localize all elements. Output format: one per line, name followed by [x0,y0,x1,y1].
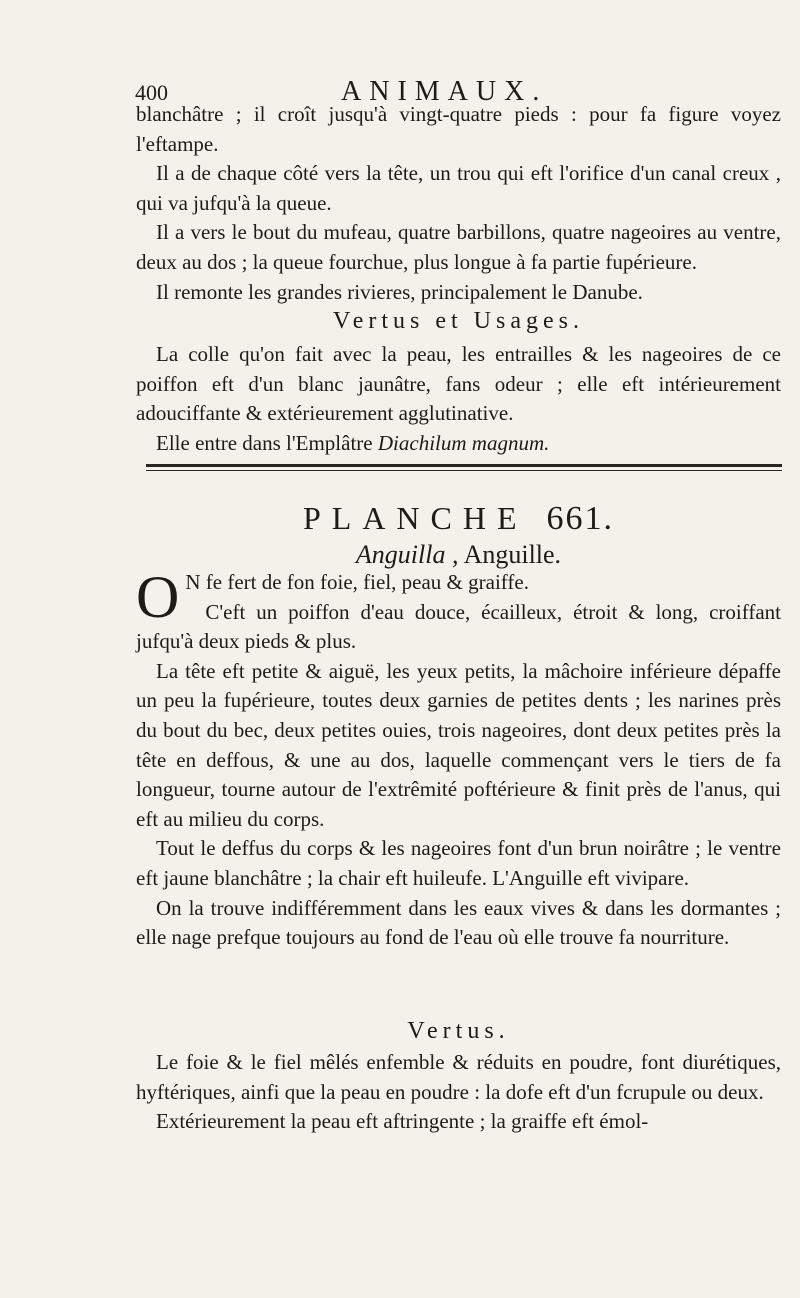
paragraph: La colle qu'on fait avec la peau, les entrailles & les nageoires de ce poiffon eft d'un blanc jaunâtre, fans odeur ; elle eft intérieurement adouciffante & extérieurement agglutinative. [136,342,781,426]
section-vertus-usages [136,340,781,458]
paragraph: On la trouve indifféremment dans les eaux vives & dans les dormantes ; elle nage prefque toujours au fond de l'eau où elle trouve fa nourriture. [136,895,781,950]
french-name: Anguille. [463,540,562,569]
paragraph: blanchâtre ; il croît jusqu'à vingt-quatre pieds : pour fa figure voyez l'eftampe. [136,102,781,156]
species-subtitle [136,540,781,570]
paragraph: Il a vers le bout du mufeau, quatre barbillons, quatre nageoires au ventre, deux au dos ; la queue fourchue, plus longue à fa partie fupérieure. [136,220,781,274]
paragraph: C'eft un poiffon d'eau douce, écailleux, étroit & long, croiffant jufqu'à deux pieds & plus. [136,599,781,654]
divider-rule [146,470,782,471]
section-heading-vertus-usages: Vertus et Usages. [333,308,584,334]
page-number: 400 [135,80,168,105]
paragraph: Il remonte les grandes rivieres, principalement le Danube. [156,279,643,304]
paragraph: Le foie & le fiel mêlés enfemble & réduits en poudre, font diurétiques, hyftériques, ainfi que la peau en poudre : la dofe eft d'un fcrupule ou deux. [136,1050,781,1104]
plate-number: 661. [546,500,615,537]
divider-rule [146,464,782,467]
section-description [136,100,781,307]
running-head: ANIMAUX. [341,76,548,107]
section-heading-vertus: Vertus. [407,1018,510,1044]
plate-title [136,500,781,538]
text-run: Elle entre dans l'Emplâtre [156,430,378,455]
text-run: N fe fert de fon foie, fiel, peau & graiffe. [185,570,529,594]
paragraph [136,429,781,459]
paragraph: Il a de chaque côté vers la tête, un trou qui eft l'orifice d'un canal creux , qui va jufqu'à la queue. [136,161,781,215]
paragraph: Tout le deffus du corps & les nageoires font d'un brun noirâtre ; le ventre eft jaune blanchâtre ; la chair eft huileufe. L'Anguille eft vivipare. [136,836,781,890]
latin-name: Anguilla , [355,540,459,569]
paragraph: Extérieurement la peau eft aftringente ; la graiffe eft émol- [156,1109,649,1134]
section-vertus [136,1048,781,1137]
plate-label: PLANCHE [302,500,528,536]
drop-cap: O [136,564,180,630]
latin-term: Diachilum magnum. [377,430,550,455]
section-anguille [136,564,781,953]
paragraph: La tête eft petite & aiguë, les yeux petits, la mâchoire inférieure dépaffe un peu la fupérieure, toutes deux garnies de petites dents ; les narines près du bout du bec, deux petites ouies, trois nageoires, dont deux petites près la tête en deffous, & une au dos, laquelle commençant vers le tiers de fa longueur, tourne autour de l'extrêmité poftérieure & finit près de l'anus, qui eft au milieu du corps. [136,658,781,831]
